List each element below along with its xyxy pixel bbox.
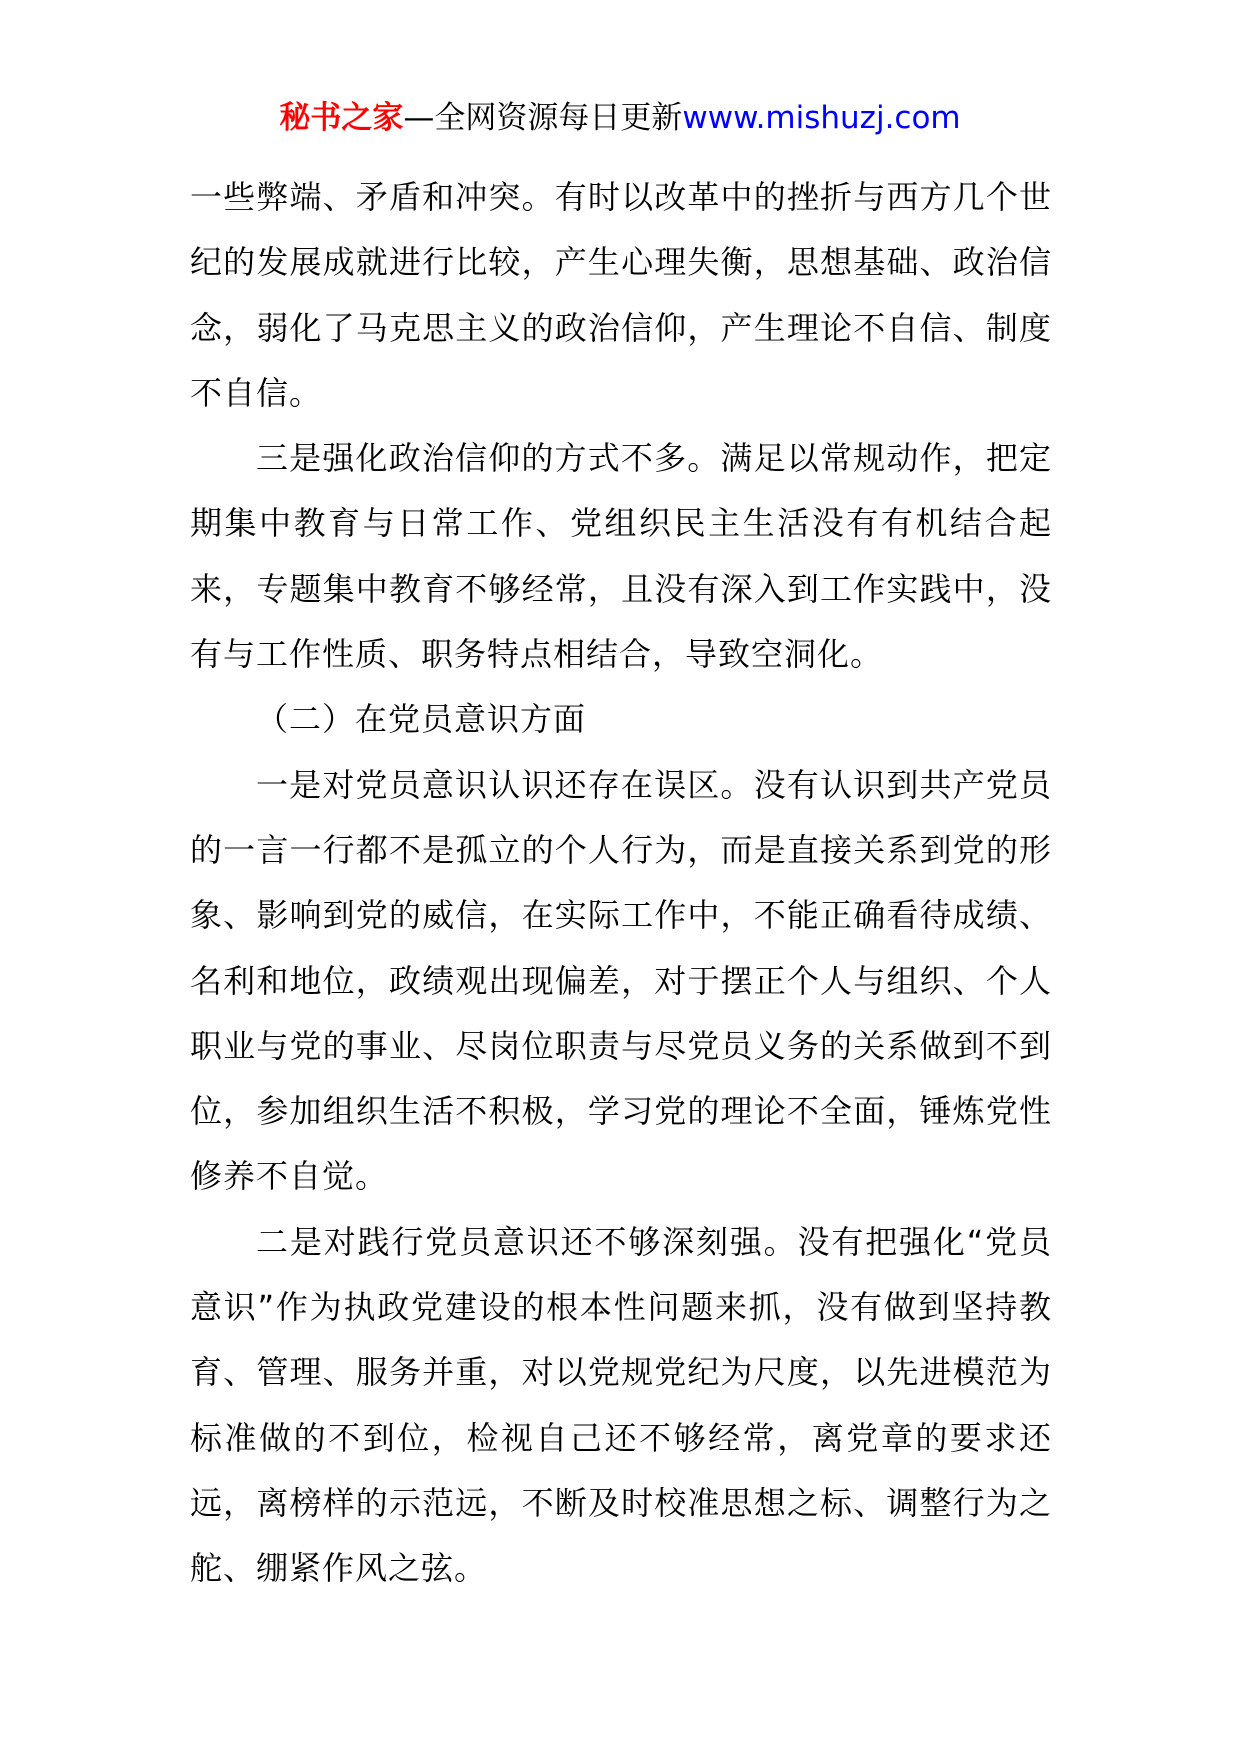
brand-name: 秘书之家 — [279, 100, 404, 136]
paragraph-continuation: 一些弊端、矛盾和冲突。有时以改革中的挫折与西方几个世纪的发展成就进行比较，产生心理失衡，思想基础、政治信念，弱化了马克思主义的政治信仰，产生理论不自信、制度不自信。 — [190, 178, 1052, 412]
document-body — [190, 165, 1052, 1602]
section-heading-party-awareness: （二）在党员意识方面 — [256, 700, 587, 739]
paragraph-political-belief-methods: 三是强化政治信仰的方式不多。满足以常规动作，把定期集中教育与日常工作、党组织民主生活没有有机结合起来，专题集中教育不够经常，且没有深入到工作实践中，没有与工作性质、职务特点相结合，导致空洞化。 — [190, 439, 1052, 674]
header-url[interactable]: www.mishuzj.com — [682, 100, 961, 136]
paragraph-awareness-practice: 二是对践行党员意识还不够深刻强。没有把强化“党员意识”作为执政党建设的根本性问题来抓，没有做到坚持教育、管理、服务并重，对以党规党纪为尺度，以先进模范为标准做的不到位，检视自己还不够经常，离党章的要求还远，离榜样的示范远，不断及时校准思想之标、调整行为之舵、绷紧作风之弦。 — [190, 1222, 1052, 1588]
paragraph-awareness-misconception: 一是对党员意识认识还存在误区。没有认识到共产党员的一言一行都不是孤立的个人行为，而是直接关系到党的形象、影响到党的威信，在实际工作中，不能正确看待成绩、名利和地位，政绩观出现偏差，对于摆正个人与组织、个人职业与党的事业、尽岗位职责与尽党员义务的关系做到不到位，参加组织生活不积极，学习党的理论不全面，锤炼党性修养不自觉。 — [190, 765, 1052, 1196]
header-tagline: —全网资源每日更新 — [403, 100, 683, 136]
page-header — [0, 98, 1240, 138]
